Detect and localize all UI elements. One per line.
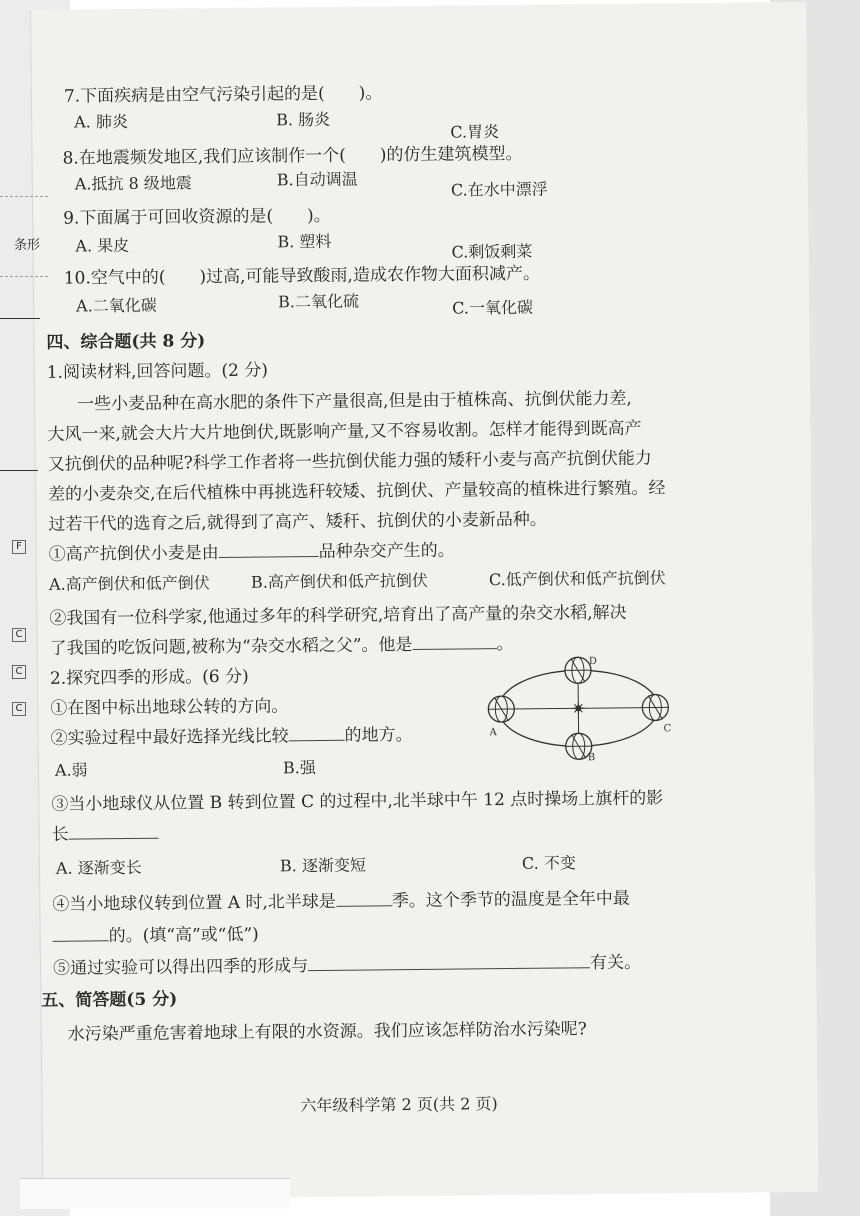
question-9: 9.下面属于可回收资源的是( )。 [63,205,331,229]
q9-option-a: A. 果皮 [75,235,130,256]
globe-icon-c [642,694,668,720]
q2-sub1: ①在图中标出地球公转的方向。 [50,696,289,719]
q2-sub5-text: ⑤通过实验可以得出四季的形成与 [52,956,309,979]
question-10: 10.空气中的( )过高,可能导致酸雨,造成农作物大面积减产。 [63,263,541,289]
q9-option-c: C.剩饭剩菜 [451,241,533,262]
q2-sub5-text-end: 有关。 [589,952,642,974]
sun-icon [572,702,584,714]
q2-sub3-line1: ③当小地球仪从位置 B 转到位置 C 的过程中,北半球中午 12 点时操场上旗杆的影 [51,788,664,815]
q1-sub1-option-a: A.高产倒伏和低产倒伏 [48,573,210,594]
passage-line-1: 一些小麦品种在高水肥的条件下产量很高,但是由于植株高、抗倒伏能力差, [77,388,633,415]
margin-rule [0,318,40,319]
q2-sub3-option-b: B. 逐渐变短 [279,855,367,876]
q7-option-a: A. 肺炎 [74,111,129,132]
margin-box: C [12,702,26,716]
passage-line-2: 大风一来,就会大片大片地倒伏,既影响产量,又不容易收割。怎样才能得到既高产 [47,418,642,445]
q1-sub2-line2 [50,629,514,659]
margin-label: 条形 [14,238,41,253]
q7-option-b: B. 肠炎 [276,109,331,130]
q2-sub3-option-a: A. 逐渐变长 [55,857,142,878]
exam-page [30,2,818,1200]
q8-option-b: B.自动调温 [276,169,358,190]
margin-rule [0,470,38,471]
passage-line-3: 又抗倒伏的品种呢?科学工作者将一些抗倒伏能力强的矮秆小麦与高产抗倒伏能力 [47,448,652,475]
q2-sub3-text: 长 [51,824,69,845]
position-label-b: B [587,752,596,764]
margin-box: C [12,665,26,679]
q2-title: 2.探究四季的形成。(6 分) [49,666,249,689]
q1-sub2-end: 。 [496,633,514,655]
answer-blank[interactable] [336,889,392,907]
passage-line-5: 过若干代的选育之后,就得到了高产、矮秆、抗倒伏的小麦新品种。 [48,509,547,535]
q1-title: 1.阅读材料,回答问题。(2 分) [46,360,269,383]
answer-blank[interactable] [288,724,344,742]
position-label-c: C [663,723,672,735]
margin-box: C [12,628,26,642]
q10-option-c: C.一氧化碳 [452,297,534,318]
globe-icon-a [488,696,514,722]
q2-sub2-text: ②实验过程中最好选择光线比较 [50,726,289,749]
q1-sub1-option-b: B.高产倒伏和低产抗倒伏 [250,570,428,592]
answer-blank[interactable] [69,822,159,840]
q1-sub1 [49,536,455,565]
passage-line-4: 差的小麦杂交,在后代植株中再挑选秆较矮、抗倒伏、产量较高的植株进行繁殖。经 [47,478,666,505]
margin-box: F [12,540,26,554]
page-footer: 六年级科学第 2 页(共 2 页) [300,1094,498,1116]
q8-option-a: A.抵抗 8 级地震 [74,173,192,194]
answer-blank[interactable] [53,924,109,942]
q2-sub4-text-end: 的。(填“高”或“低”) [108,924,259,947]
position-label-a: A [489,727,497,739]
q2-sub2-option-b: B.强 [282,758,316,778]
q1-sub2-line1: ②我国有一位科学家,他通过多年的科学研究,培育出了高产量的杂交水稻,解决 [49,602,627,629]
question-8: 8.在地震频发地区,我们应该制作一个( )的仿生建筑模型。 [62,143,523,169]
answer-blank[interactable] [412,632,496,650]
section-4-title: 四、综合题(共 8 分) [46,331,206,353]
q1-sub1-option-c: C.低产倒伏和低产抗倒伏 [488,568,666,590]
q10-option-b: B.二氧化硫 [277,291,360,312]
margin-dashed-line [0,276,48,277]
q2-sub2 [50,720,412,749]
section-5-title: 五、简答题(5 分) [41,989,178,1011]
q9-option-b: B. 塑料 [277,231,332,252]
earth-orbit-diagram [483,651,679,763]
q1-sub2-text: 了我国的吃饭问题,被称为“杂交水稻之父”。他是 [49,635,413,659]
q2-sub4-text: ④当小地球仪转到位置 A 时,北半球是 [52,891,336,915]
q1-sub1-text-end: 品种杂交产生的。 [318,540,455,563]
q2-sub3-line2 [51,819,158,845]
position-label-d: D [588,656,597,668]
section-5-question: 水污染严重危害着地球上有限的水资源。我们应该怎样防治水污染呢? [67,1019,587,1045]
q2-sub2-text-end: 的地方。 [344,725,413,746]
answer-blank[interactable] [219,540,319,558]
question-7: 7.下面疾病是由空气污染引起的是( )。 [63,83,383,107]
q10-option-a: A.二氧化碳 [76,295,157,316]
underlying-sheet [20,1178,290,1209]
q2-sub4-line2 [53,920,259,947]
answer-blank[interactable] [308,951,590,971]
q1-sub1-text: ①高产抗倒伏小麦是由 [48,543,219,565]
q2-sub4-line1 [52,884,630,915]
q7-option-c: C.胃炎 [450,122,500,142]
margin-dashed-line [0,196,48,197]
q2-sub4-text-mid: 季。这个季节的温度是全年中最 [391,888,630,912]
q2-sub2-option-a: A.弱 [54,760,88,780]
q8-option-c: C.在水中漂浮 [450,179,548,200]
globe-icon-d [565,657,591,683]
q2-sub5 [53,948,641,979]
q2-sub3-option-c: C. 不变 [521,853,576,873]
